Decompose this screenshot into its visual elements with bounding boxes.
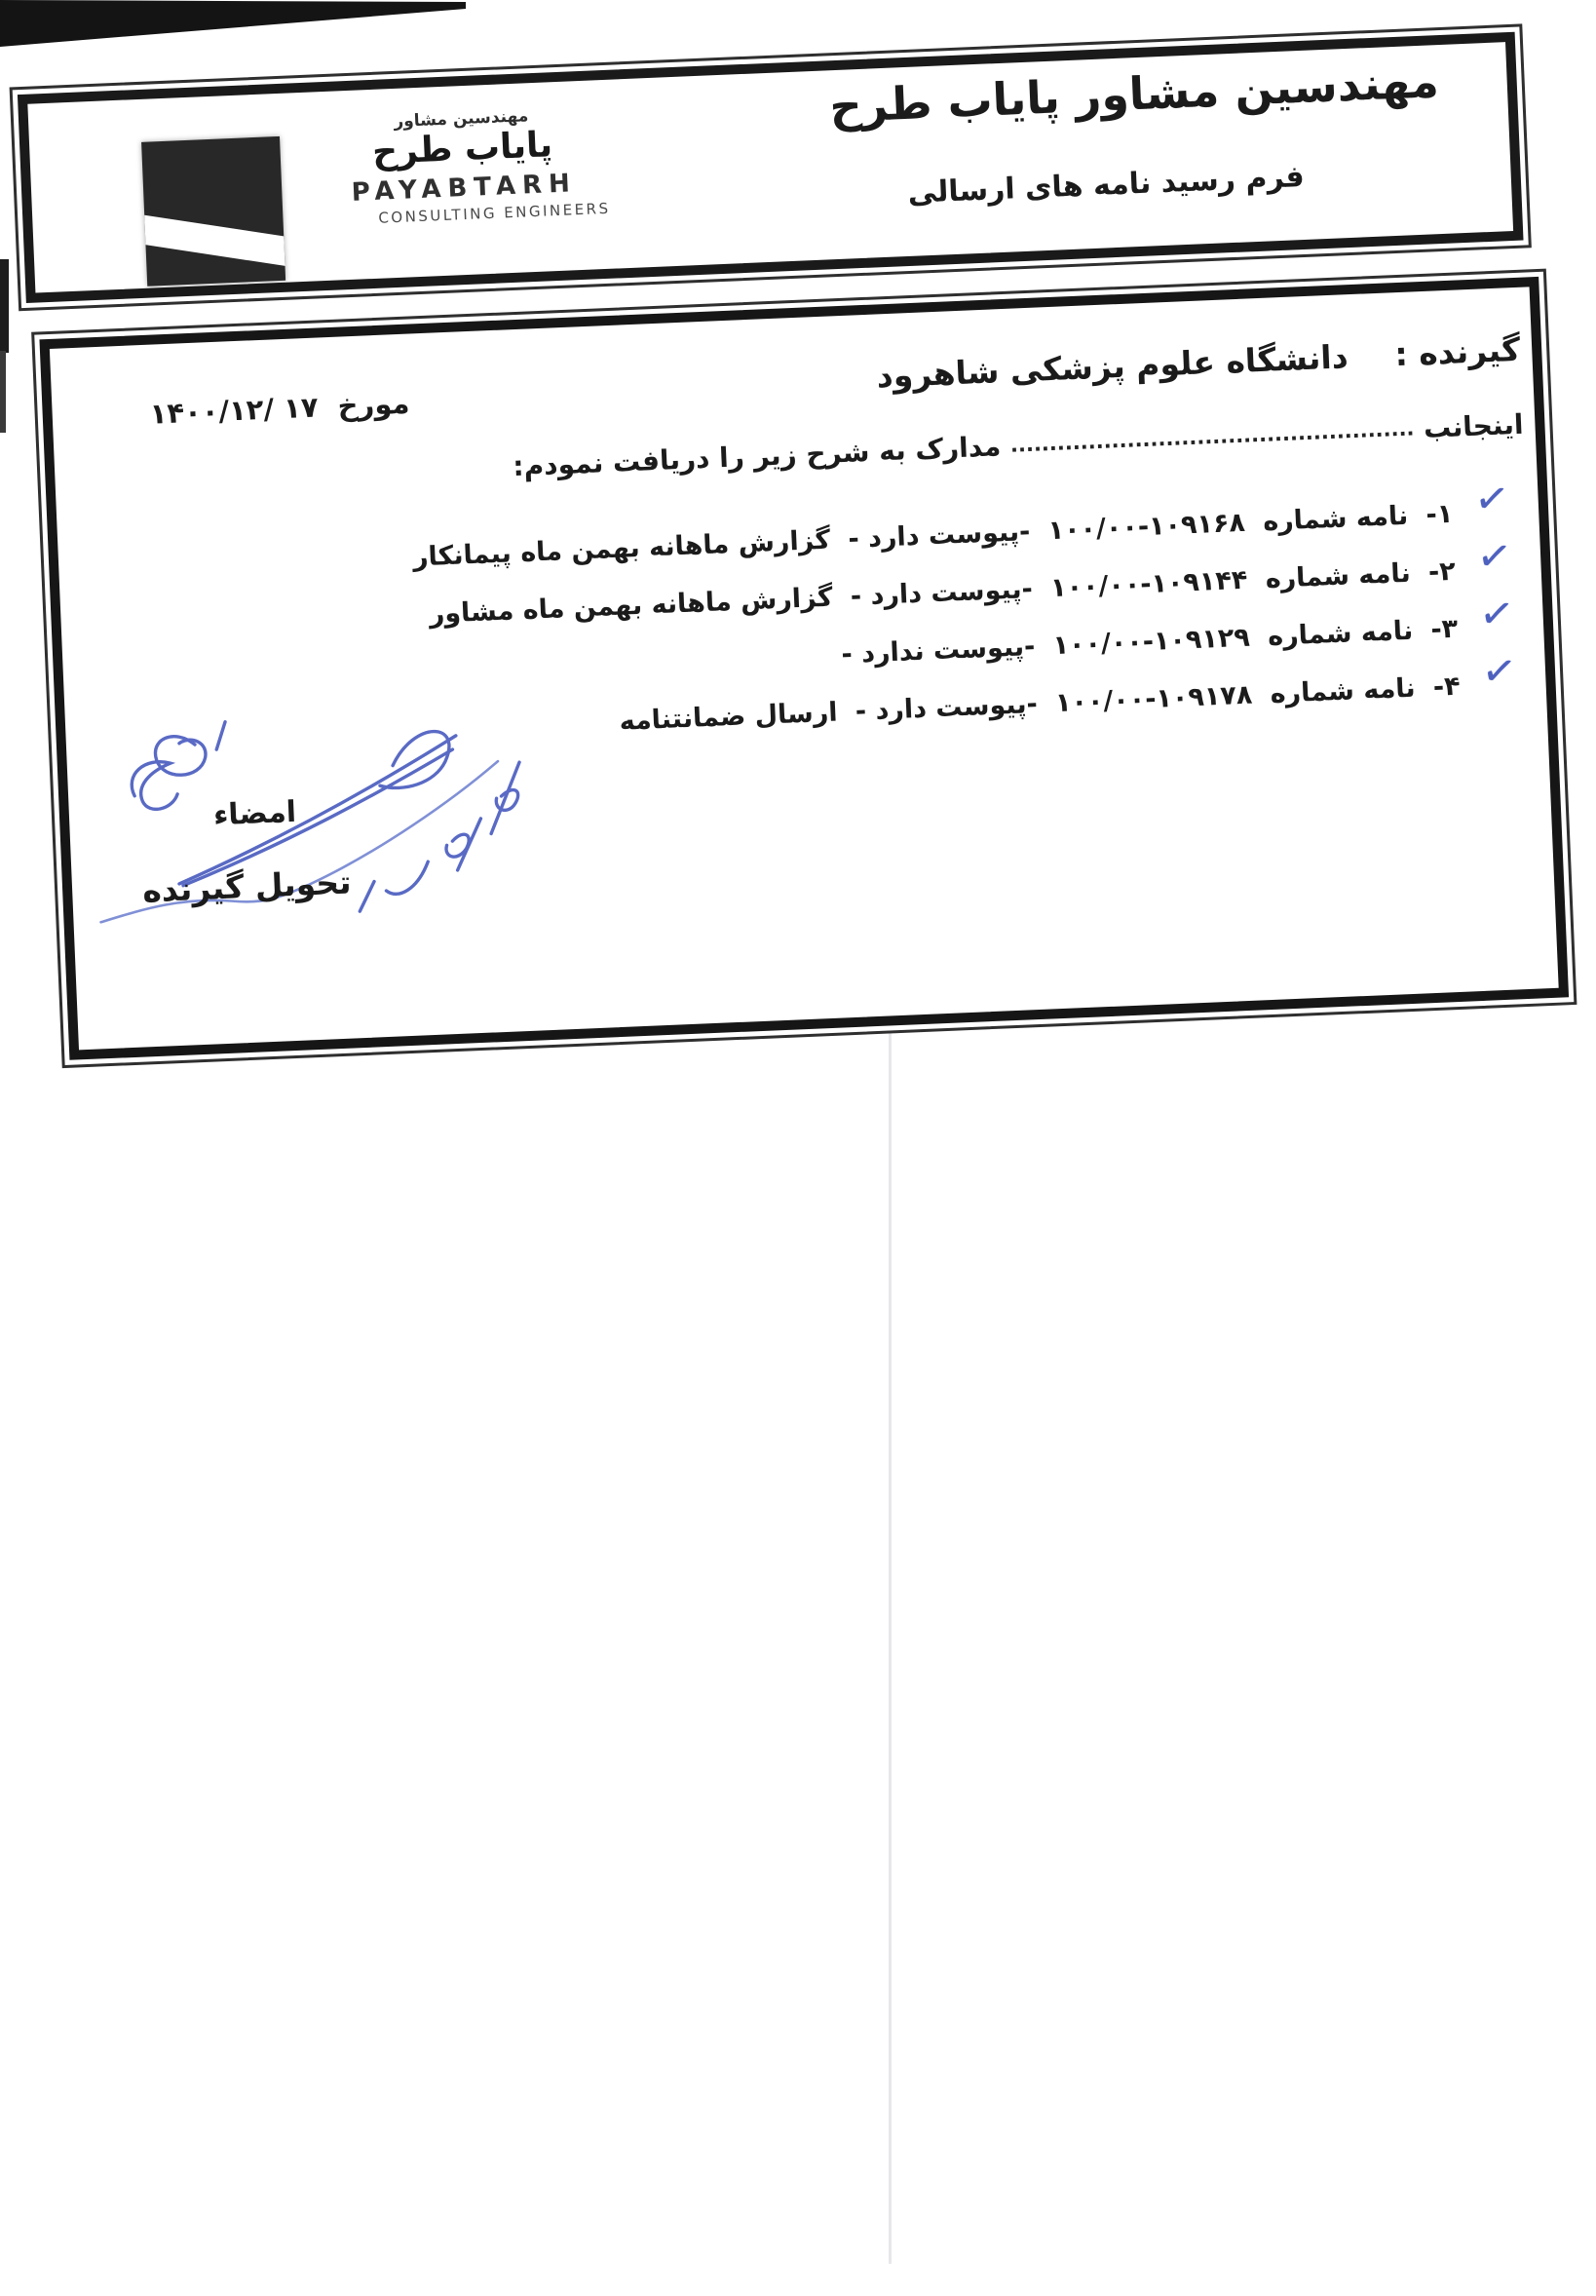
item-attachment: -پیوست دارد - [847,517,1031,555]
item-attachment: -پیوست دارد - [850,573,1034,612]
statement-blank-dots: .................................................... [1009,416,1415,457]
letter-number-separator: - [1142,626,1155,658]
letter-number-separator: - [1144,683,1158,715]
item-number: ۲- [1427,555,1457,588]
letter-number [1054,680,1252,718]
letter-number-main: ۱۰۹۱۴۴ [1150,564,1248,599]
date-line [149,387,410,431]
item-lead: نامه شماره [1265,557,1412,594]
item-description: گزارش ماهانه بهمن ماه مشاور [429,582,834,630]
letterhead-box [18,32,1524,303]
item-number: ۳- [1429,613,1459,645]
logo-text-block [293,104,633,230]
letter-number-separator: - [1137,511,1150,543]
receiver-label: تحویل گیرنده [141,862,353,910]
letter-number-main: ۱۰۹۱۷۸ [1155,679,1253,714]
item-lead: نامه شماره [1269,672,1417,709]
company-logo-icon [141,136,285,287]
item-attachment: -پیوست ندارد - [840,631,1036,670]
logo-fa-name: پایاب طرح [371,125,553,172]
logo-fa-small: مهندسین مشاور [394,106,529,132]
checkmark-icon: ✓ [1471,473,1512,525]
checkmark-icon: ✓ [1473,529,1515,583]
item-number: ۴- [1432,670,1462,703]
checkmark-icon: ✓ [1478,644,1520,698]
date-value: ۱۴۰۰/۱۲/ ۱۷ [149,390,320,431]
letter-number-main: ۱۰۹۱۶۸ [1148,507,1246,542]
item-number: ۱- [1425,498,1454,530]
received-items-list [403,473,1520,769]
date-label: مورخ [336,386,410,423]
form-title: فرم رسید نامه های ارسالی [907,159,1306,210]
letter-number-code: ۱۰۰/۰۰ [1049,569,1141,604]
logo-en-name: PAYABTARH [351,168,578,208]
statement-rest: مدارک به شرح زیر را دریافت نمودم: [512,430,1002,483]
recipient-label: گیرنده : [1393,329,1522,374]
item-lead: نامه شماره [1262,500,1409,537]
statement-lead: اینجانب [1423,407,1525,444]
recipient-value: دانشگاه علوم پزشکی شاهرود [875,337,1349,396]
letter-number-code: ۱۰۰/۰۰ [1046,512,1139,547]
letter-number [1047,508,1245,546]
signature-label: امضاء [212,794,297,833]
company-title: مهندسین مشاور پایاب طرح [828,55,1440,134]
receipt-box [39,277,1569,1060]
recipient-line [876,330,1521,396]
logo-diagonal-stripe [141,213,285,268]
checkmark-icon: ✓ [1476,587,1517,640]
item-description [832,640,833,670]
statement-line [513,408,1524,482]
letter-number-main: ۱۰۹۱۲۹ [1153,622,1251,657]
letter-number [1049,565,1247,603]
item-description: ارسال ضمانتنامه [618,697,839,737]
item-description: گزارش ماهانه بهمن ماه پیمانکار [412,524,831,573]
letter-number-code: ۱۰۰/۰۰ [1051,627,1144,662]
letter-number-separator: - [1139,568,1153,600]
item-lead: نامه شماره [1267,615,1414,652]
item-attachment: -پیوست دارد - [855,688,1039,727]
logo-en-subtitle: CONSULTING ENGINEERS [377,199,611,227]
letter-number-code: ۱۰۰/۰۰ [1054,684,1146,719]
letter-number [1052,623,1250,661]
